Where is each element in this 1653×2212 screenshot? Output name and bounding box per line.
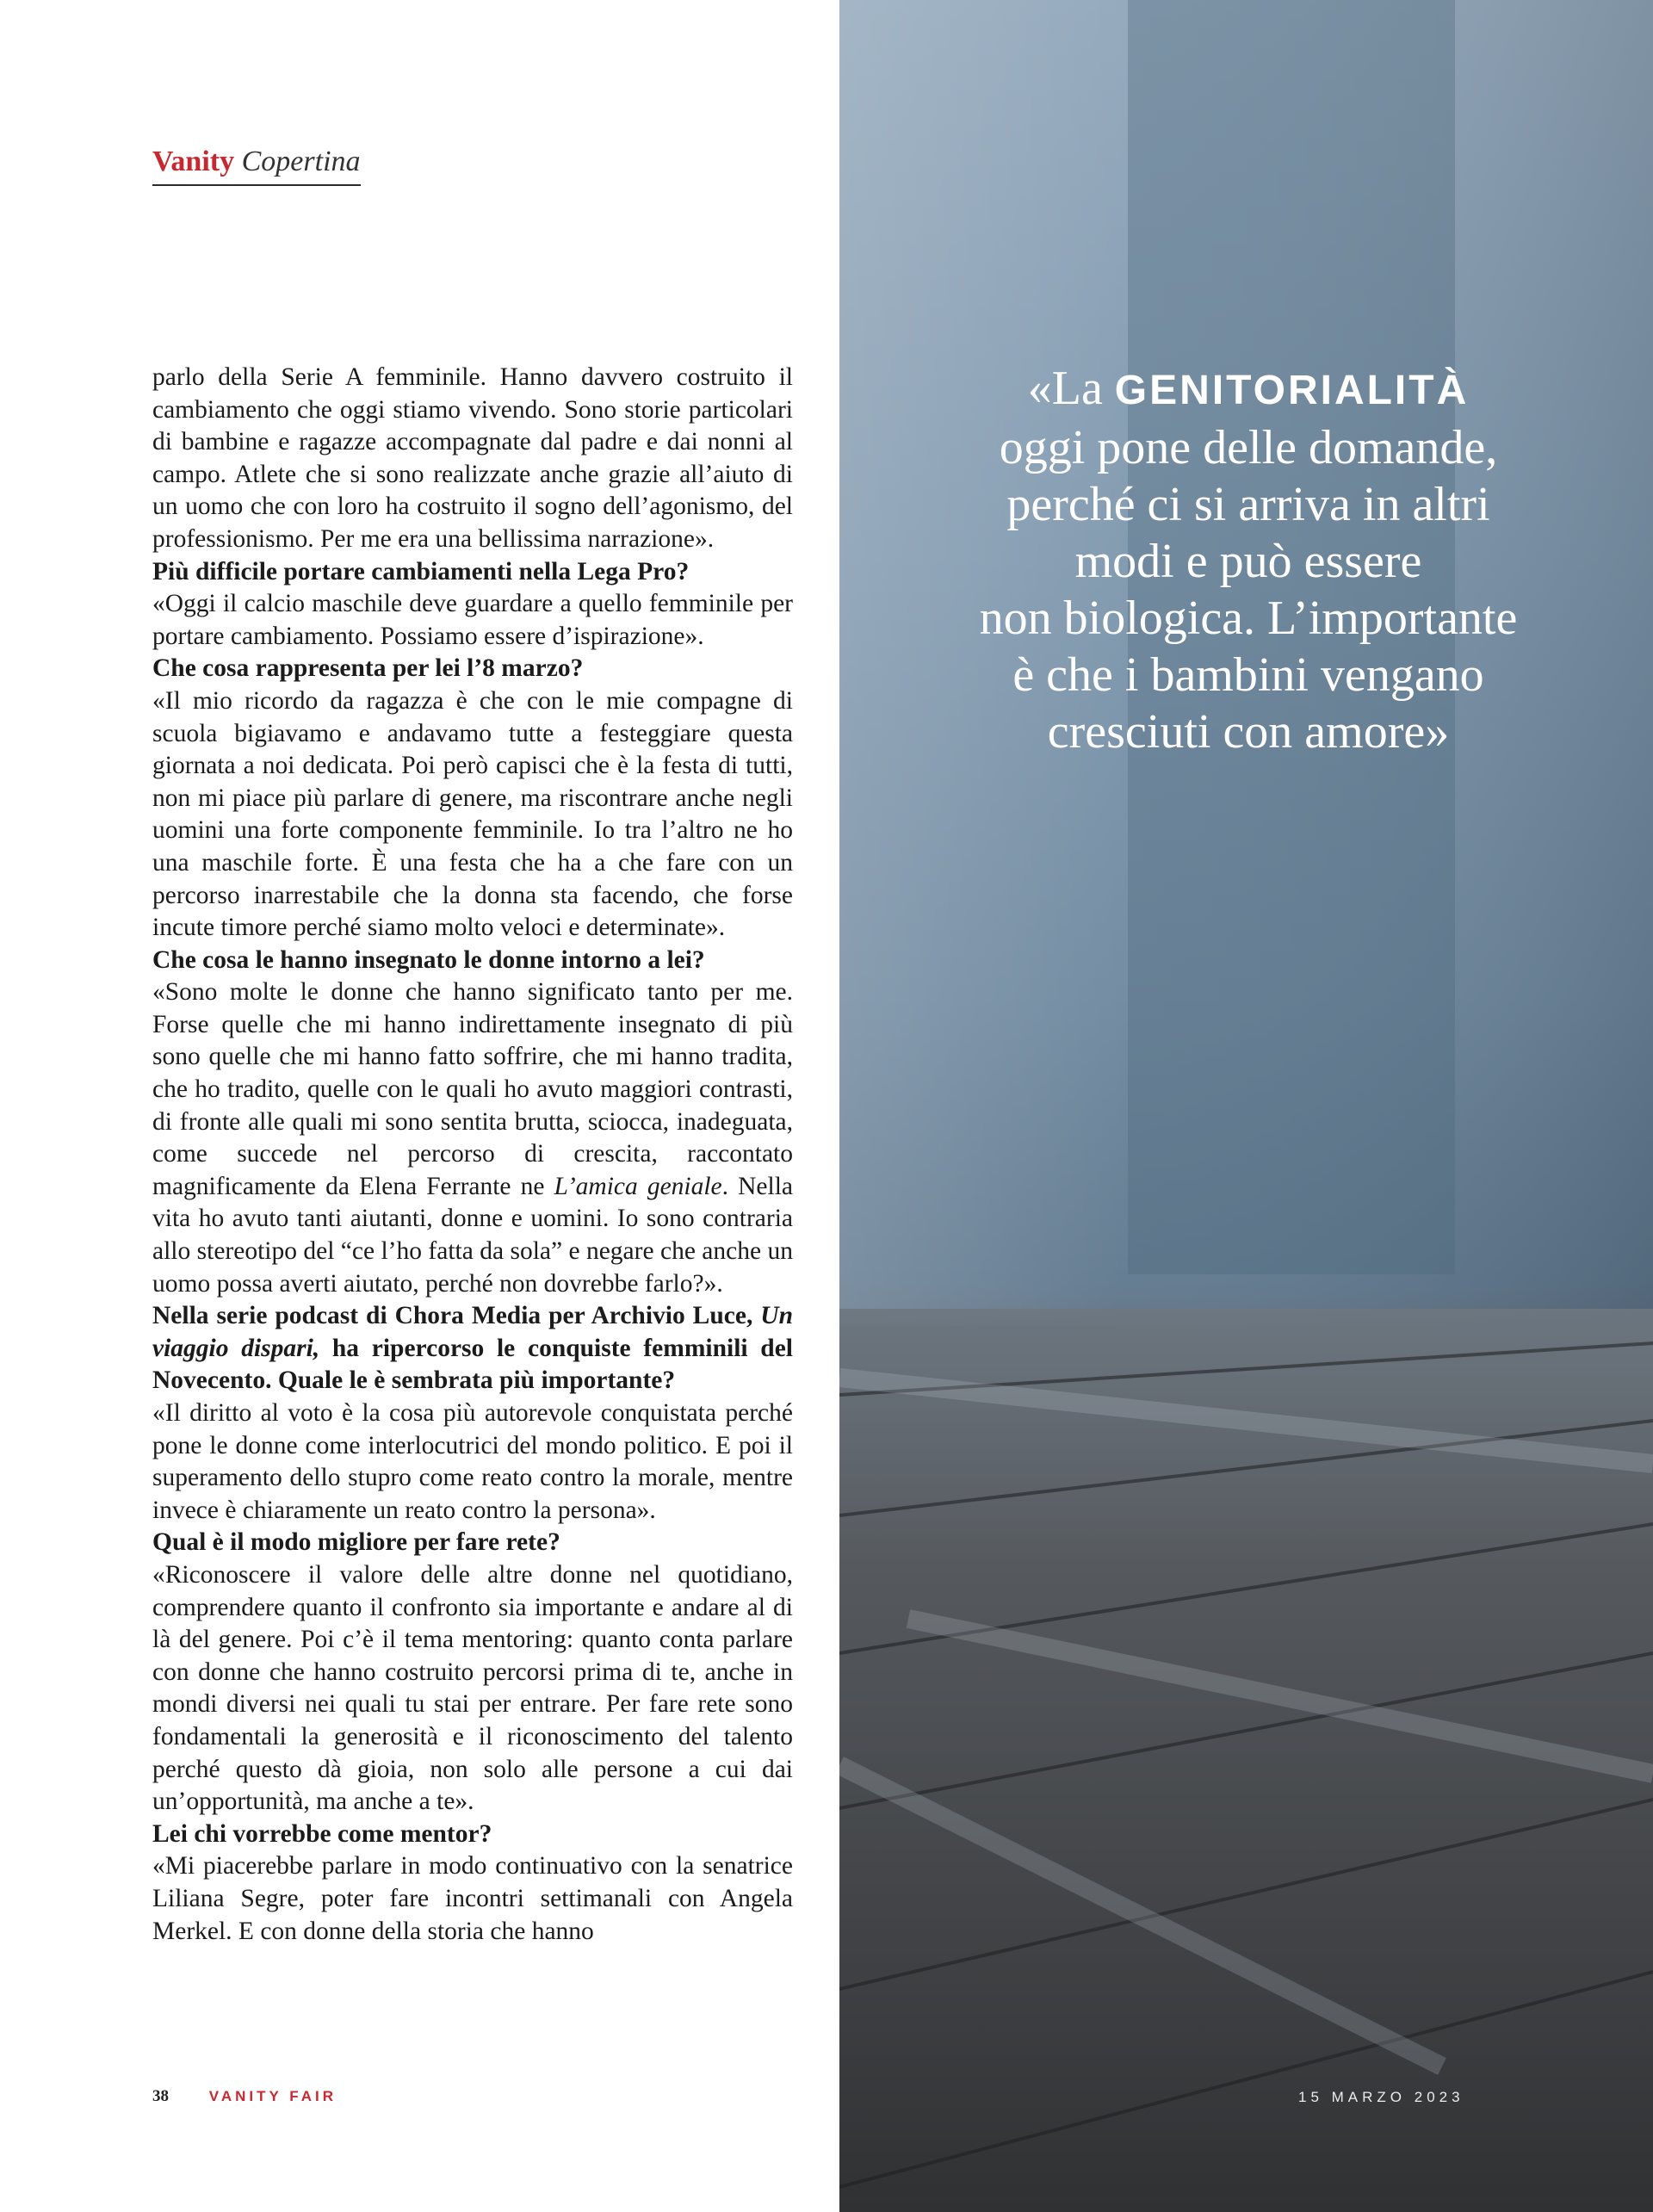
photo-illustration	[839, 0, 1653, 2212]
section-header	[152, 145, 361, 186]
pull-quote	[895, 360, 1601, 760]
answer-paragraph	[152, 976, 793, 1300]
book-title: L’amica geniale	[554, 1172, 722, 1200]
page-footer	[152, 2087, 337, 2106]
question-text: ha ripercorso le conquiste femminili del Novecento. Quale le è sembrata più importante?	[152, 1334, 793, 1395]
section-label: Copertina	[241, 146, 361, 177]
question-heading: Più difficile portare cambiamenti nella Lega Pro?	[152, 557, 690, 586]
question-heading	[152, 1300, 793, 1397]
pull-quote-line: è che i bambini vengano	[1012, 648, 1484, 702]
answer-paragraph: «Oggi il calcio maschile deve guardare a quello femminile per portare cambiamento. Possiamo essere d’ispirazione».	[152, 590, 793, 650]
answer-paragraph: parlo della Serie A femminile. Hanno davvero costruito il cambiamento che oggi stiamo vivendo. Sono storie particolari di bambine e ragazze accompagnate dal padre e dai nonni al campo. Atlete che si sono realizzate anche grazie all’aiuto di un uomo che con loro ha costruito il sogno dell’agonismo, del professionismo. Per me era una bellissima narrazione».	[152, 363, 793, 553]
answer-paragraph: «Il mio ricordo da ragazza è che con le mie compagne di scuola bigiavamo e andavamo tutte a festeggiare questa giornata a noi dedicata. Poi però capisci che è la festa di tutti, non mi piace più parlare di genere, ma riscontrare anche negli uomini una forte componente femminile. Io tra l’altro ne ho una maschile forte. È una festa che ha a che fare con un percorso inarrestabile che la donna sta facendo, che forse incute timore perché siamo molto veloci e determinate».	[152, 686, 793, 942]
magazine-name: VANITY FAIR	[208, 2088, 337, 2104]
question-heading: Che cosa le hanno insegnato le donne intorno a lei?	[152, 945, 705, 974]
question-heading: Qual è il modo migliore per fare rete?	[152, 1528, 560, 1557]
pull-quote-line	[895, 360, 1601, 419]
pull-quote-line: modi e può essere	[1074, 535, 1422, 588]
pull-quote-line: perché ci si arriva in altri	[1006, 478, 1490, 531]
room-photo	[839, 0, 1653, 2212]
answer-text: . Nella vita ho avuto tanti aiutanti, donne e uomini. Io sono contraria allo stereotipo del “ce l’ho fatta da sola” e negare che anche un uomo possa averti aiutato, perché non dovrebbe farlo?».	[152, 1172, 793, 1298]
issue-date: 15 MARZO 2023	[1298, 2089, 1464, 2105]
question-heading: Lei chi vorrebbe come mentor?	[152, 1819, 492, 1848]
pull-quote-keyword: GENITORIALITÀ	[1114, 368, 1470, 413]
pull-quote-line: oggi pone delle domande,	[999, 421, 1498, 474]
pull-quote-prefix: «La	[1027, 362, 1103, 415]
question-heading: Che cosa rappresenta per lei l’8 marzo?	[152, 654, 584, 683]
pull-quote-line: cresciuti con amore»	[1047, 705, 1450, 759]
answer-paragraph: «Il diritto al voto è la cosa più autorevole conquistata perché pone le donne come interlocutrici del mondo politico. E poi il superamento dello stupro come reato contro la morale, mentre invece è chiaramente un reato contro la persona».	[152, 1399, 793, 1524]
answer-paragraph: «Riconoscere il valore delle altre donne nel quotidiano, comprendere quanto il confronto sia importante e andare al di là del genere. Poi c’è il tema mentoring: quanto conta parlare con donne che hanno costruito percorsi prima di te, anche in mondi diversi nei quali tu stai per entrare. Per fare rete sono fondamentali la generosità e il riconoscimento del talento perché questo dà gioia, non solo alle persone a cui dai un’opportunità, ma anche a te».	[152, 1560, 793, 1816]
answer-paragraph: «Mi piacerebbe parlare in modo continuativo con la senatrice Liliana Segre, poter fare incontri settimanali con Angela Merkel. E con donne della storia che hanno	[152, 1852, 793, 1945]
podcast-title: Un viaggio dispari,	[152, 1302, 793, 1362]
pull-quote-line: non biologica. L’importante	[979, 592, 1518, 645]
page-number: 38	[152, 2087, 169, 2105]
question-text: Nella serie podcast di Chora Media per Archivio Luce,	[152, 1302, 753, 1330]
article-body	[152, 362, 793, 1948]
brand-label: Vanity	[152, 146, 235, 177]
answer-text: «Sono molte le donne che hanno significato tanto per me. Forse quelle che mi hanno indirettamente insegnato di più sono quelle che mi hanno fatto soffrire, che mi hanno tradita, che ho tradito, quelle con le quali ho avuto maggiori contrasti, di fronte alle quali mi sono sentita brutta, sciocca, inadeguata, come succede nel percorso di crescita, raccontato magnificamente da Elena Ferrante ne	[152, 978, 793, 1200]
